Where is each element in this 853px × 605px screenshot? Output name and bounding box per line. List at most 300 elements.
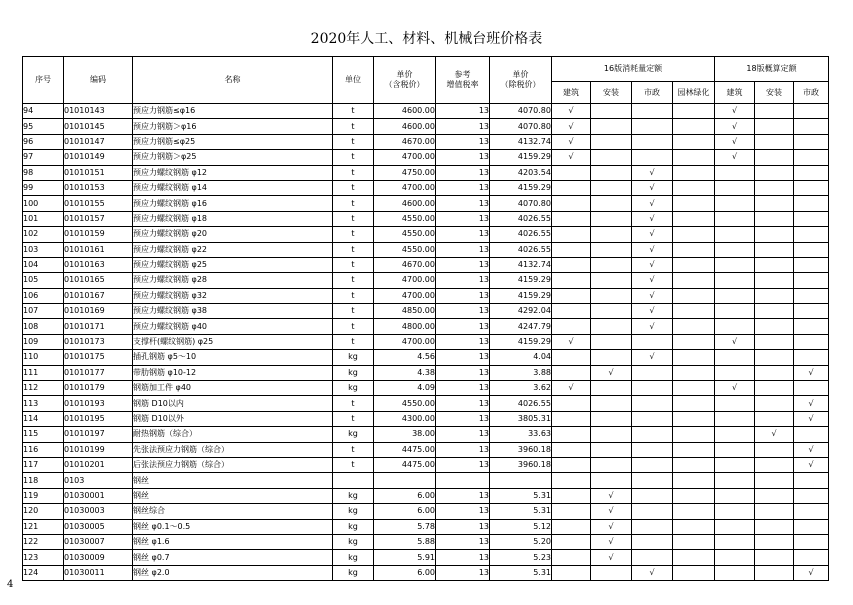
cell-16-building <box>552 381 591 396</box>
cell-16-building <box>552 504 591 519</box>
cell-seq: 100 <box>23 196 64 211</box>
cell-vat: 13 <box>436 227 490 242</box>
cell-18-install <box>755 565 794 580</box>
check-mark-icon: √ <box>808 414 814 423</box>
cell-18-municipal <box>794 134 829 149</box>
cell-18-building <box>715 396 755 411</box>
cell-16-landscape <box>673 180 715 195</box>
cell-18-install <box>755 442 794 457</box>
cell-16-landscape <box>673 550 715 565</box>
cell-price-excl: 3960.18 <box>490 442 552 457</box>
cell-16-building <box>552 119 591 134</box>
cell-price-incl: 6.00 <box>374 504 436 519</box>
cell-18-municipal <box>794 211 829 226</box>
check-mark-icon: √ <box>649 352 655 362</box>
check-mark-icon: √ <box>608 552 614 562</box>
cell-name: 后张法预应力钢筋（综合） <box>133 457 333 472</box>
cell-16-landscape <box>673 396 715 411</box>
cell-vat: 13 <box>436 273 490 288</box>
cell-unit: t <box>333 319 374 334</box>
cell-18-install <box>755 288 794 303</box>
cell-16-landscape <box>673 273 715 288</box>
cell-16-landscape <box>673 504 715 519</box>
cell-price-excl: 4070.80 <box>490 104 552 119</box>
header-18-municipal: 市政 <box>794 82 829 104</box>
cell-seq: 96 <box>23 134 64 149</box>
cell-vat: 13 <box>436 488 490 503</box>
cell-code: 01010169 <box>64 304 133 319</box>
cell-vat: 13 <box>436 257 490 272</box>
cell-unit: kg <box>333 519 374 534</box>
cell-16-municipal <box>632 165 673 180</box>
cell-price-excl: 4132.74 <box>490 134 552 149</box>
page-number: 4 <box>7 579 14 590</box>
cell-price-incl: 4850.00 <box>374 304 436 319</box>
cell-price-excl: 4070.80 <box>490 196 552 211</box>
cell-code: 01010155 <box>64 196 133 211</box>
cell-18-municipal <box>794 119 829 134</box>
header-price-incl <box>374 57 436 104</box>
cell-16-landscape <box>673 334 715 349</box>
cell-price-excl: 4159.29 <box>490 288 552 303</box>
cell-16-building <box>552 365 591 380</box>
table-row <box>23 150 829 165</box>
cell-unit: kg <box>333 488 374 503</box>
cell-code: 01010161 <box>64 242 133 257</box>
table-row <box>23 488 829 503</box>
cell-16-municipal <box>632 427 673 442</box>
table-row <box>23 273 829 288</box>
cell-18-building <box>715 196 755 211</box>
cell-18-municipal <box>794 504 829 519</box>
cell-name: 先张法预应力钢筋（综合） <box>133 442 333 457</box>
cell-price-incl: 38.00 <box>374 427 436 442</box>
header-price-excl <box>490 57 552 104</box>
header-price-incl-line1: 单价 <box>396 70 413 79</box>
cell-price-incl: 4.38 <box>374 365 436 380</box>
cell-code: 01010195 <box>64 411 133 426</box>
cell-18-municipal <box>794 242 829 257</box>
cell-name: 插孔钢筋 φ5～10 <box>133 350 333 365</box>
cell-16-install <box>591 242 632 257</box>
table-row <box>23 457 829 472</box>
cell-16-install <box>591 473 632 488</box>
cell-16-install <box>591 227 632 242</box>
cell-price-excl: 3.88 <box>490 365 552 380</box>
check-mark-icon: √ <box>649 229 655 239</box>
cell-16-landscape <box>673 288 715 303</box>
cell-18-install <box>755 119 794 134</box>
cell-16-municipal <box>632 150 673 165</box>
cell-16-building <box>552 488 591 503</box>
cell-code: 01010167 <box>64 288 133 303</box>
check-mark-icon: √ <box>808 398 814 408</box>
cell-unit: t <box>333 165 374 180</box>
cell-price-incl: 4.09 <box>374 381 436 396</box>
check-mark-icon: √ <box>608 506 614 516</box>
cell-price-excl: 3960.18 <box>490 457 552 472</box>
cell-unit: t <box>333 134 374 149</box>
cell-seq: 108 <box>23 319 64 334</box>
cell-16-building <box>552 104 591 119</box>
check-mark-icon: √ <box>608 490 614 500</box>
check-mark-icon: √ <box>731 136 738 146</box>
cell-16-municipal <box>632 196 673 211</box>
cell-18-building <box>715 273 755 288</box>
cell-code: 01010199 <box>64 442 133 457</box>
check-mark-icon: √ <box>731 121 738 131</box>
cell-price-excl: 33.63 <box>490 427 552 442</box>
cell-16-install <box>591 550 632 565</box>
cell-code: 01010151 <box>64 165 133 180</box>
check-mark-icon: √ <box>649 244 655 254</box>
table-body <box>23 104 829 581</box>
cell-18-building <box>715 350 755 365</box>
cell-18-install <box>755 534 794 549</box>
cell-seq: 111 <box>23 365 64 380</box>
cell-name: 预应力螺纹钢筋 φ28 <box>133 273 333 288</box>
cell-price-incl: 6.00 <box>374 565 436 580</box>
cell-16-building <box>552 304 591 319</box>
check-mark-icon: √ <box>731 383 738 393</box>
table-row <box>23 134 829 149</box>
cell-18-municipal <box>794 457 829 472</box>
cell-price-excl: 5.31 <box>490 488 552 503</box>
cell-18-municipal <box>794 365 829 380</box>
cell-vat: 13 <box>436 334 490 349</box>
cell-18-building <box>715 288 755 303</box>
check-mark-icon: √ <box>771 429 777 439</box>
cell-16-building <box>552 273 591 288</box>
cell-16-building <box>552 196 591 211</box>
cell-16-municipal <box>632 365 673 380</box>
cell-seq: 97 <box>23 150 64 165</box>
cell-16-municipal <box>632 504 673 519</box>
cell-price-excl <box>490 473 552 488</box>
cell-price-excl: 3805.31 <box>490 411 552 426</box>
cell-price-incl: 4600.00 <box>374 104 436 119</box>
cell-seq: 120 <box>23 504 64 519</box>
cell-code: 01030005 <box>64 519 133 534</box>
cell-18-municipal <box>794 381 829 396</box>
cell-16-municipal <box>632 550 673 565</box>
check-mark-icon: √ <box>608 521 614 531</box>
cell-18-building <box>715 534 755 549</box>
cell-seq: 98 <box>23 165 64 180</box>
cell-price-excl: 5.12 <box>490 519 552 534</box>
cell-seq: 114 <box>23 411 64 426</box>
cell-18-building <box>715 319 755 334</box>
cell-price-incl: 4700.00 <box>374 150 436 165</box>
cell-vat: 13 <box>436 350 490 365</box>
cell-vat: 13 <box>436 319 490 334</box>
header-name: 名称 <box>133 57 333 104</box>
cell-18-install <box>755 381 794 396</box>
table-row <box>23 319 829 334</box>
cell-code: 01010157 <box>64 211 133 226</box>
check-mark-icon: √ <box>808 567 814 577</box>
cell-name: 预应力螺纹钢筋 φ18 <box>133 211 333 226</box>
cell-16-building <box>552 211 591 226</box>
table-row <box>23 350 829 365</box>
cell-code: 01010177 <box>64 365 133 380</box>
header-18-building: 建筑 <box>715 82 755 104</box>
cell-18-install <box>755 519 794 534</box>
cell-18-building <box>715 165 755 180</box>
table-row <box>23 257 829 272</box>
cell-16-install <box>591 134 632 149</box>
cell-price-excl: 5.31 <box>490 565 552 580</box>
cell-unit: kg <box>333 365 374 380</box>
cell-16-municipal <box>632 211 673 226</box>
cell-vat: 13 <box>436 504 490 519</box>
cell-unit: t <box>333 211 374 226</box>
cell-unit: t <box>333 257 374 272</box>
cell-18-building <box>715 211 755 226</box>
cell-16-municipal <box>632 457 673 472</box>
cell-16-landscape <box>673 534 715 549</box>
cell-vat: 13 <box>436 211 490 226</box>
header-16-install: 安装 <box>591 82 632 104</box>
cell-name: 预应力螺纹钢筋 φ20 <box>133 227 333 242</box>
cell-16-municipal <box>632 334 673 349</box>
header-16-building: 建筑 <box>552 82 591 104</box>
cell-seq: 110 <box>23 350 64 365</box>
cell-18-install <box>755 319 794 334</box>
cell-16-building <box>552 150 591 165</box>
cell-code: 01030011 <box>64 565 133 580</box>
cell-code: 01010153 <box>64 180 133 195</box>
cell-vat: 13 <box>436 134 490 149</box>
cell-seq: 123 <box>23 550 64 565</box>
cell-name: 预应力钢筋≤φ16 <box>133 104 333 119</box>
cell-18-building <box>715 565 755 580</box>
check-mark-icon: √ <box>568 152 574 162</box>
table-row <box>23 180 829 195</box>
cell-unit: t <box>333 411 374 426</box>
cell-price-incl: 4550.00 <box>374 211 436 226</box>
table-row <box>23 304 829 319</box>
cell-name: 预应力螺纹钢筋 φ16 <box>133 196 333 211</box>
cell-18-building <box>715 134 755 149</box>
cell-18-building <box>715 257 755 272</box>
cell-vat: 13 <box>436 519 490 534</box>
cell-18-install <box>755 273 794 288</box>
cell-16-building <box>552 534 591 549</box>
cell-unit: kg <box>333 381 374 396</box>
cell-18-install <box>755 396 794 411</box>
cell-18-municipal <box>794 350 829 365</box>
cell-vat: 13 <box>436 196 490 211</box>
cell-unit: kg <box>333 550 374 565</box>
cell-name: 预应力钢筋＞φ25 <box>133 150 333 165</box>
check-mark-icon: √ <box>608 537 614 547</box>
cell-18-building <box>715 119 755 134</box>
cell-18-municipal <box>794 488 829 503</box>
cell-code: 01010165 <box>64 273 133 288</box>
header-vat-line1: 参考 <box>454 70 471 79</box>
cell-price-incl: 4475.00 <box>374 457 436 472</box>
page-title: 2020年人工、材料、机械台班价格表 <box>310 31 543 47</box>
cell-seq: 109 <box>23 334 64 349</box>
cell-unit: t <box>333 180 374 195</box>
cell-16-install <box>591 396 632 411</box>
cell-16-install <box>591 427 632 442</box>
header-price-excl-line2: （除税价） <box>500 80 541 89</box>
cell-seq: 122 <box>23 534 64 549</box>
cell-unit: t <box>333 227 374 242</box>
cell-price-incl: 4600.00 <box>374 119 436 134</box>
cell-16-landscape <box>673 411 715 426</box>
table-header <box>23 57 829 104</box>
cell-16-building <box>552 550 591 565</box>
cell-seq: 95 <box>23 119 64 134</box>
cell-price-incl: 4.56 <box>374 350 436 365</box>
cell-seq: 121 <box>23 519 64 534</box>
cell-vat: 13 <box>436 411 490 426</box>
cell-unit: t <box>333 442 374 457</box>
cell-name: 钢丝综合 <box>133 504 333 519</box>
cell-name: 预应力螺纹钢筋 φ14 <box>133 180 333 195</box>
cell-name: 预应力螺纹钢筋 φ25 <box>133 257 333 272</box>
header-16-municipal: 市政 <box>632 82 673 104</box>
cell-vat: 13 <box>436 288 490 303</box>
header-18-install: 安装 <box>755 82 794 104</box>
cell-vat: 13 <box>436 119 490 134</box>
cell-vat: 13 <box>436 150 490 165</box>
cell-18-municipal <box>794 519 829 534</box>
table-row <box>23 365 829 380</box>
cell-price-excl: 4159.29 <box>490 180 552 195</box>
cell-16-municipal <box>632 304 673 319</box>
cell-vat: 13 <box>436 165 490 180</box>
cell-18-install <box>755 488 794 503</box>
table-row <box>23 211 829 226</box>
cell-16-install <box>591 565 632 580</box>
cell-16-municipal <box>632 119 673 134</box>
cell-16-landscape <box>673 150 715 165</box>
table-row <box>23 119 829 134</box>
cell-16-landscape <box>673 473 715 488</box>
check-mark-icon: √ <box>649 183 655 193</box>
check-mark-icon: √ <box>731 152 738 162</box>
cell-code: 01010173 <box>64 334 133 349</box>
cell-16-municipal <box>632 273 673 288</box>
cell-16-building <box>552 473 591 488</box>
cell-18-building <box>715 365 755 380</box>
cell-16-install <box>591 165 632 180</box>
cell-price-excl: 4026.55 <box>490 227 552 242</box>
check-mark-icon: √ <box>808 460 814 470</box>
cell-16-building <box>552 442 591 457</box>
cell-name: 钢丝 φ2.0 <box>133 565 333 580</box>
cell-18-install <box>755 242 794 257</box>
cell-16-landscape <box>673 488 715 503</box>
cell-16-install <box>591 519 632 534</box>
cell-seq: 99 <box>23 180 64 195</box>
cell-18-municipal <box>794 334 829 349</box>
check-mark-icon: √ <box>568 337 574 347</box>
cell-18-building <box>715 411 755 426</box>
cell-seq: 102 <box>23 227 64 242</box>
cell-18-install <box>755 427 794 442</box>
cell-name: 钢丝 φ1.6 <box>133 534 333 549</box>
cell-18-municipal <box>794 257 829 272</box>
check-mark-icon: √ <box>649 275 655 285</box>
cell-code: 01010145 <box>64 119 133 134</box>
cell-16-building <box>552 457 591 472</box>
cell-18-municipal <box>794 442 829 457</box>
cell-18-install <box>755 165 794 180</box>
check-mark-icon: √ <box>731 106 738 116</box>
cell-16-municipal <box>632 442 673 457</box>
cell-unit: kg <box>333 427 374 442</box>
cell-16-municipal <box>632 242 673 257</box>
check-mark-icon: √ <box>731 337 738 347</box>
cell-18-install <box>755 104 794 119</box>
cell-16-install <box>591 488 632 503</box>
cell-unit: kg <box>333 534 374 549</box>
check-mark-icon: √ <box>808 367 814 377</box>
cell-code: 01010159 <box>64 227 133 242</box>
check-mark-icon: √ <box>649 290 655 300</box>
cell-price-excl: 3.62 <box>490 381 552 396</box>
cell-price-excl: 4159.29 <box>490 150 552 165</box>
cell-price-excl: 5.20 <box>490 534 552 549</box>
table-row <box>23 196 829 211</box>
cell-vat: 13 <box>436 396 490 411</box>
cell-seq: 115 <box>23 427 64 442</box>
cell-vat: 13 <box>436 550 490 565</box>
cell-price-excl: 4.04 <box>490 350 552 365</box>
cell-18-install <box>755 550 794 565</box>
cell-16-install <box>591 534 632 549</box>
table-row <box>23 534 829 549</box>
header-code: 编码 <box>64 57 133 104</box>
table-row <box>23 381 829 396</box>
cell-price-incl: 4550.00 <box>374 396 436 411</box>
cell-price-incl: 4800.00 <box>374 319 436 334</box>
cell-seq: 101 <box>23 211 64 226</box>
cell-16-building <box>552 565 591 580</box>
cell-16-building <box>552 288 591 303</box>
cell-16-municipal <box>632 473 673 488</box>
header-price-incl-line2: （含税价） <box>384 80 425 89</box>
cell-16-building <box>552 350 591 365</box>
cell-vat: 13 <box>436 304 490 319</box>
cell-unit: t <box>333 104 374 119</box>
cell-name: 预应力钢筋＞φ16 <box>133 119 333 134</box>
check-mark-icon: √ <box>568 106 574 116</box>
cell-code: 01010175 <box>64 350 133 365</box>
table-row <box>23 565 829 580</box>
cell-price-excl: 4247.79 <box>490 319 552 334</box>
cell-price-excl: 4292.04 <box>490 304 552 319</box>
cell-16-building <box>552 396 591 411</box>
cell-seq: 104 <box>23 257 64 272</box>
cell-price-incl: 5.91 <box>374 550 436 565</box>
cell-16-install <box>591 211 632 226</box>
cell-16-landscape <box>673 519 715 534</box>
cell-16-install <box>591 411 632 426</box>
cell-price-excl: 4159.29 <box>490 334 552 349</box>
cell-seq: 119 <box>23 488 64 503</box>
check-mark-icon: √ <box>649 260 655 270</box>
cell-18-municipal <box>794 165 829 180</box>
cell-18-municipal <box>794 565 829 580</box>
header-unit: 单位 <box>333 57 374 104</box>
cell-16-municipal <box>632 396 673 411</box>
